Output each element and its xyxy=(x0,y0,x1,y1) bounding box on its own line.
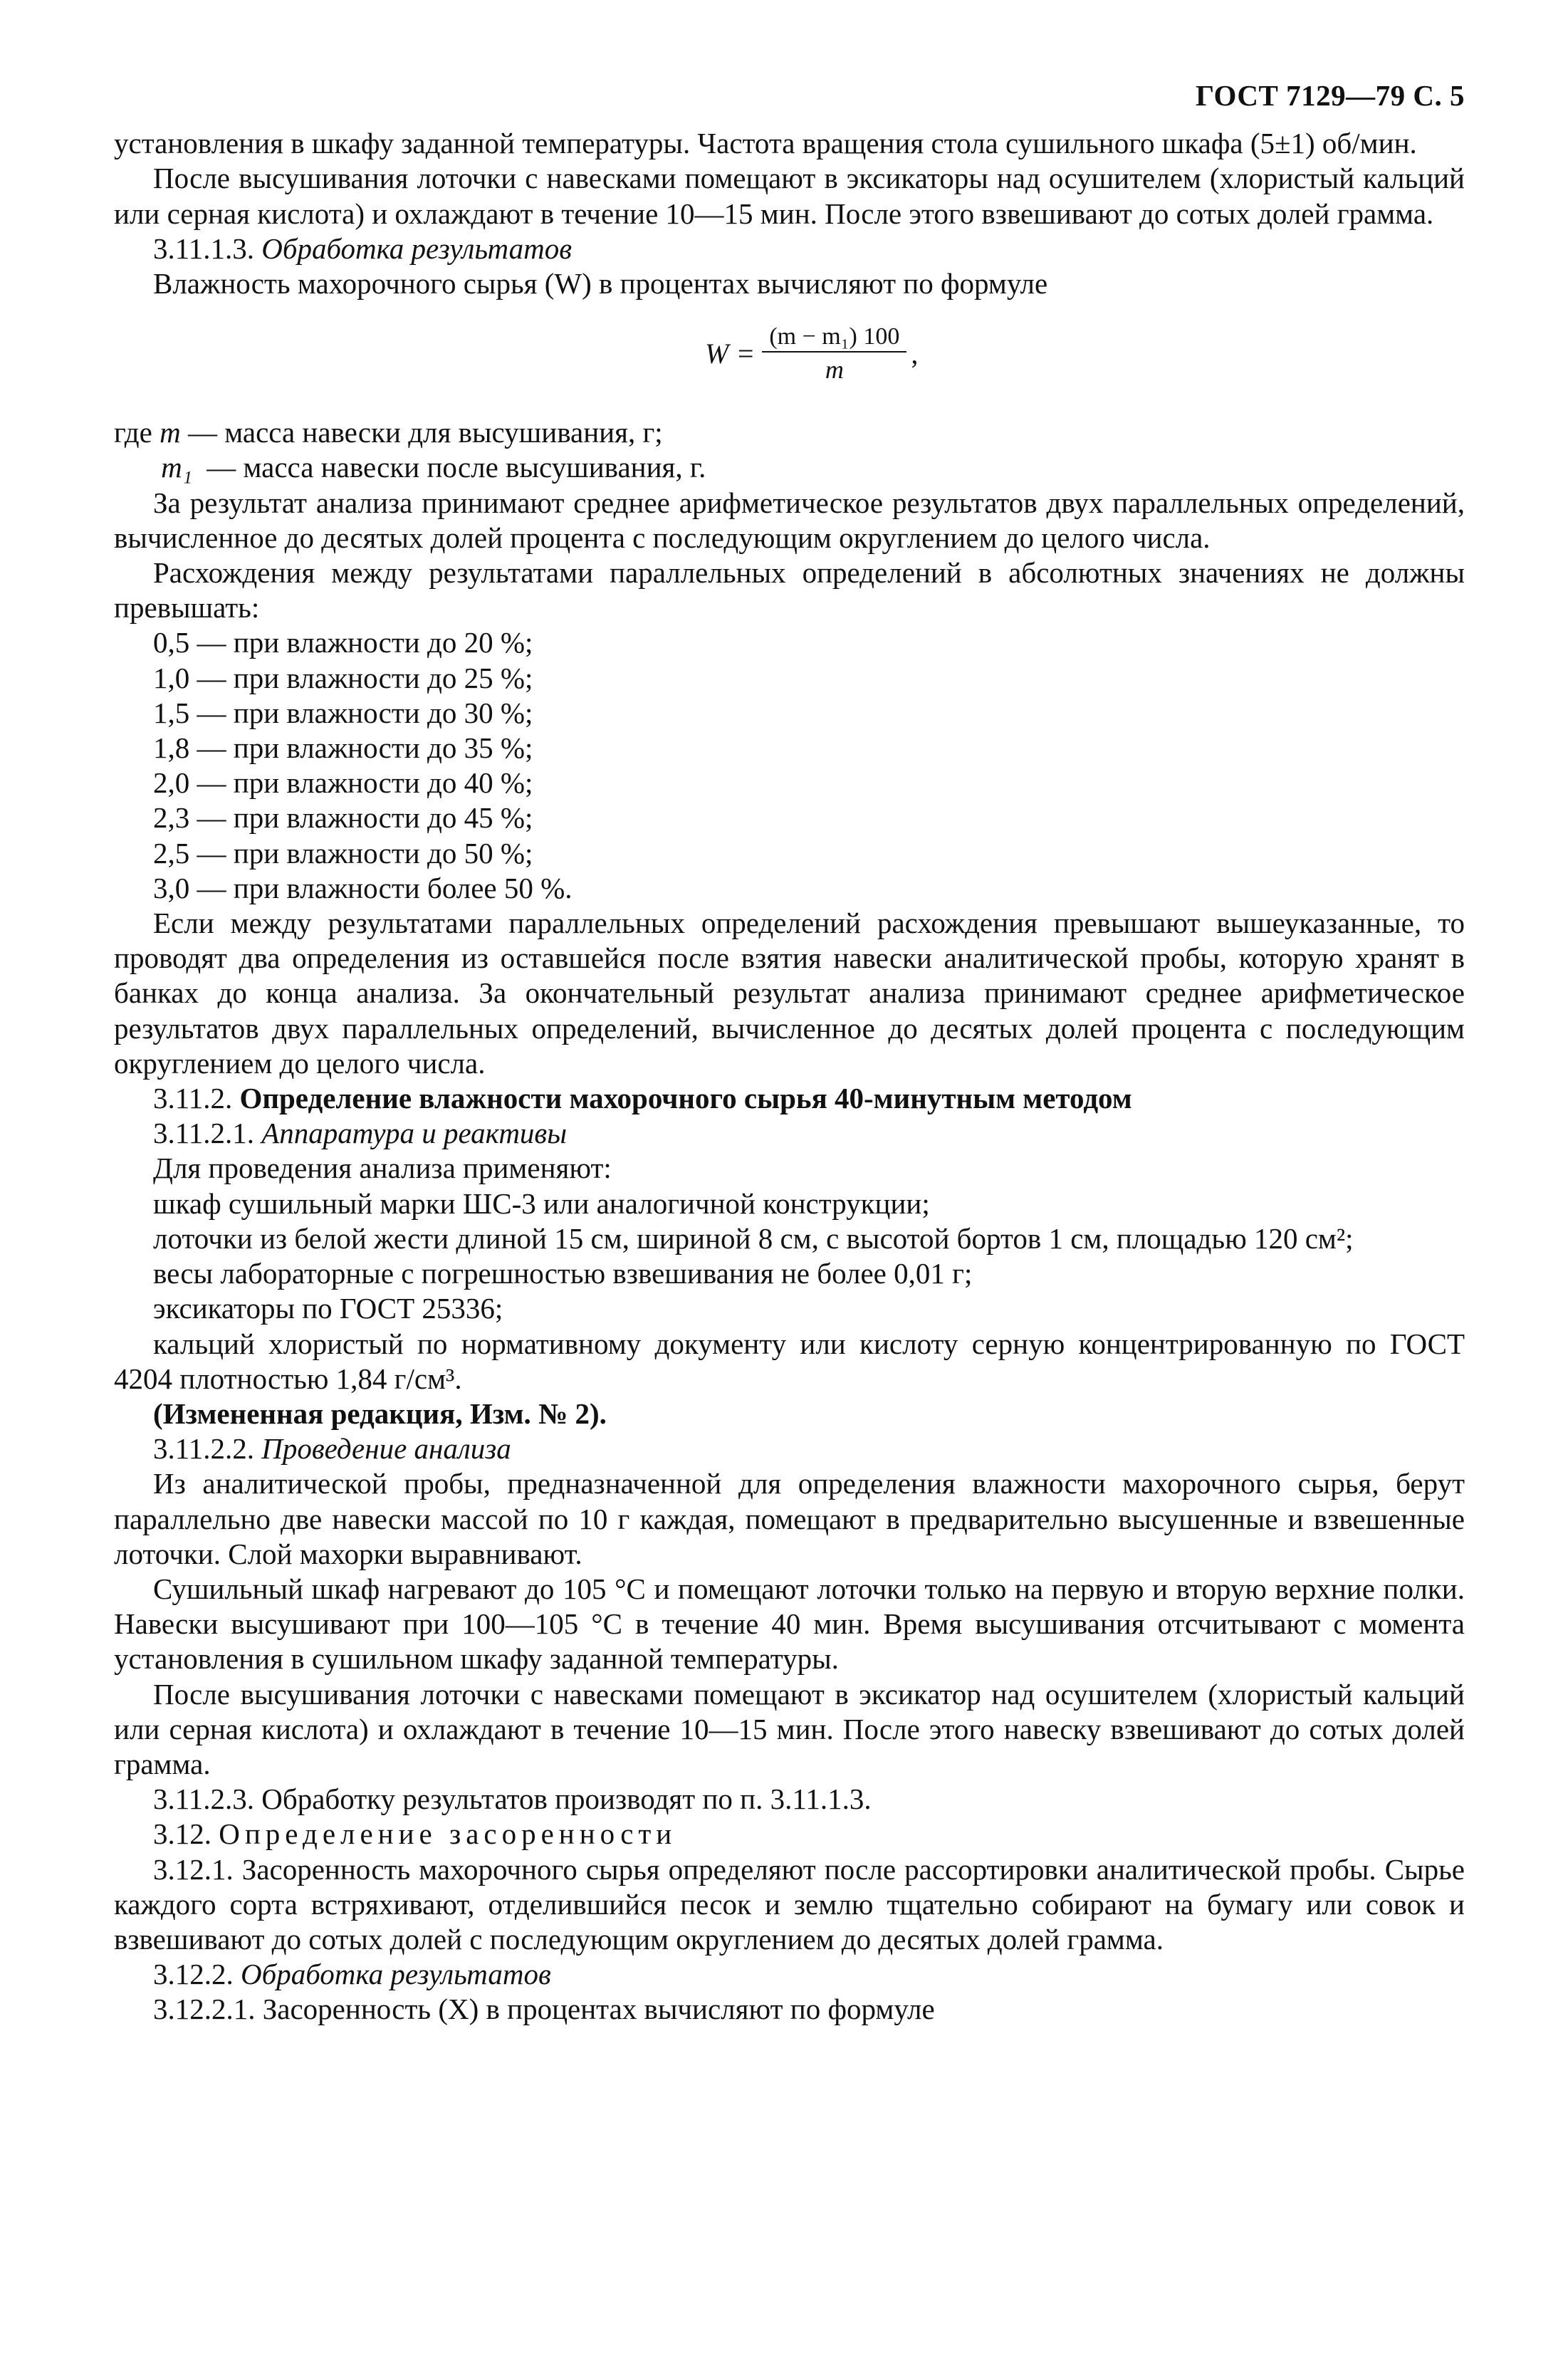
section-title: Определение влажности махорочного сырья 40-минутным методом xyxy=(239,1082,1132,1115)
list-item: эксикаторы по ГОСТ 25336; xyxy=(153,1292,503,1325)
list-item: шкаф сушильный марки ШС-3 или аналогичной конструкции; xyxy=(153,1186,930,1220)
list-item: 2,5 — при влажности до 50 %; xyxy=(153,836,533,870)
paragraph: Сушильный шкаф нагревают до 105 °С и помещают лоточки только на первую и вторую верхние полки. Навески высушивают при 100—105 °С в течение 40 мин. Время высушивания отсчитывают с момента установления в сушильном шкафу заданной температуры. xyxy=(114,1572,1465,1676)
definition-text: — масса навески после высушивания, г. xyxy=(207,451,706,484)
list-item: весы лабораторные с погрешностью взвешивания не более 0,01 г; xyxy=(153,1257,973,1290)
formula-definitions xyxy=(114,415,1465,485)
section-heading xyxy=(114,1431,1465,1466)
section-title: Определение засоренности xyxy=(219,1817,677,1851)
definition-text: — масса навески для высушивания, г; xyxy=(187,416,663,449)
section-title: Обработка результатов xyxy=(261,231,573,265)
page-header: ГОСТ 7129—79 С. 5 xyxy=(1195,79,1465,112)
section-title: Аппаратура и реактивы xyxy=(261,1117,567,1150)
section-heading xyxy=(114,1081,1465,1116)
section-number: 3.11.1.3. xyxy=(153,231,254,265)
paragraph: кальций хлористый по нормативному документу или кислоту серную концентрированную по ГОСТ 4204 плотностью 1,84 г/см³. xyxy=(114,1327,1465,1395)
section-number: 3.11.2.2. xyxy=(153,1432,254,1466)
section-number: 3.11.2. xyxy=(153,1082,233,1115)
definition-symbol: m xyxy=(160,416,181,449)
formula-tail: , xyxy=(911,337,919,370)
definition-row xyxy=(114,415,1465,450)
paragraph: 3.12.2.1. Засоренность (X) в процентах вычисляют по формуле xyxy=(153,1993,935,2026)
formula-numerator: (m − m₁) 100 xyxy=(769,323,900,350)
paragraph: После высушивания лоточки с навесками помещают в эксикаторы над осушителем (хлористый кальций или серная кислота) и охлаждают в течение 10—15 мин. После этого взвешивают до сотых долей грамма. xyxy=(114,162,1465,230)
list-item: 2,3 — при влажности до 45 %; xyxy=(153,801,533,835)
list-item: 2,0 — при влажности до 40 %; xyxy=(153,766,533,800)
definition-row xyxy=(114,450,1465,485)
section-heading xyxy=(114,1817,1465,1852)
amendment-note: (Измененная редакция, Изм. № 2). xyxy=(153,1397,607,1430)
paragraph: 3.11.2.3. Обработку результатов производят по п. 3.11.1.3. xyxy=(153,1782,872,1816)
definition-lead: где xyxy=(114,416,152,449)
list-item: 1,5 — при влажности до 30 %; xyxy=(153,696,533,729)
paragraph: После высушивания лоточки с навесками помещают в эксикатор над осушителем (хлористый кальций или серная кислота) и охлаждают в течение 10—15 мин. После этого навеску взвешивают до сотых долей грамма. xyxy=(114,1677,1465,1780)
list-item: 3,0 — при влажности более 50 %. xyxy=(153,871,573,904)
paragraph: За результат анализа принимают среднее арифметическое результатов двух параллельных определений, вычисленное до десятых долей процента с последующим округлением до целого числа. xyxy=(114,486,1465,554)
section-heading xyxy=(114,231,1465,266)
paragraph: Влажность махорочного сырья (W) в процентах вычисляют по формуле xyxy=(153,267,1048,301)
list-item: 1,0 — при влажности до 25 %; xyxy=(153,661,533,694)
formula-lhs: W = xyxy=(705,337,756,370)
section-title: Обработка результатов xyxy=(241,1958,551,1991)
paragraph: Для проведения анализа применяют: xyxy=(153,1152,612,1185)
paragraph: 3.12.1. Засоренность махорочного сырья определяют после рассортировки аналитической пробы. Сырье каждого сорта встряхивают, отделившийся песок и землю тщательно собирают на бумагу или совок и взвешивают до сотых долей с последующим округлением до десятых долей грамма. xyxy=(114,1852,1465,1956)
formula-denominator: m xyxy=(762,351,906,384)
formula xyxy=(705,323,918,384)
section-number: 3.12.2. xyxy=(153,1958,234,1991)
section-number: 3.11.2.1. xyxy=(153,1117,254,1150)
paragraph: Из аналитической пробы, предназначенной для определения влажности махорочного сырья, берут параллельно две навески массой по 10 г каждая, помещают в предварительно высушенные и взвешенные лоточки. Слой махорки выравнивают. xyxy=(114,1467,1465,1570)
formula-fraction xyxy=(762,323,906,384)
section-number: 3.12. xyxy=(153,1817,211,1851)
paragraph: Расхождения между результатами параллельных определений в абсолютных значениях не должны превышать: xyxy=(114,556,1465,625)
tolerance-list xyxy=(114,625,1465,906)
section-heading xyxy=(114,1957,1465,1992)
definition-symbol: m₁ xyxy=(161,451,192,484)
list-item: 0,5 — при влажности до 20 %; xyxy=(153,626,533,659)
list-item: 1,8 — при влажности до 35 %; xyxy=(153,731,533,765)
equipment-list xyxy=(114,1186,1465,1327)
section-heading xyxy=(114,1116,1465,1151)
paragraph: установления в шкафу заданной температуры. Частота вращения стола сушильного шкафа (5±1) об/мин. xyxy=(114,127,1417,160)
section-title: Проведение анализа xyxy=(261,1432,511,1466)
paragraph: Если между результатами параллельных определений расхождения превышают вышеуказанные, то проводят два определения из оставшейся после взятия навески аналитической пробы, которую хранят в банках до конца анализа. За окончательный результат анализа принимают среднее арифметическое результатов двух параллельных определений, вычисленное до десятых долей процента с последующим округлением до целого числа. xyxy=(114,907,1465,1080)
list-item: лоточки из белой жести длиной 15 см, шириной 8 см, с высотой бортов 1 см, площадью 120 см²; xyxy=(153,1221,1354,1255)
formula-block xyxy=(114,301,1465,408)
